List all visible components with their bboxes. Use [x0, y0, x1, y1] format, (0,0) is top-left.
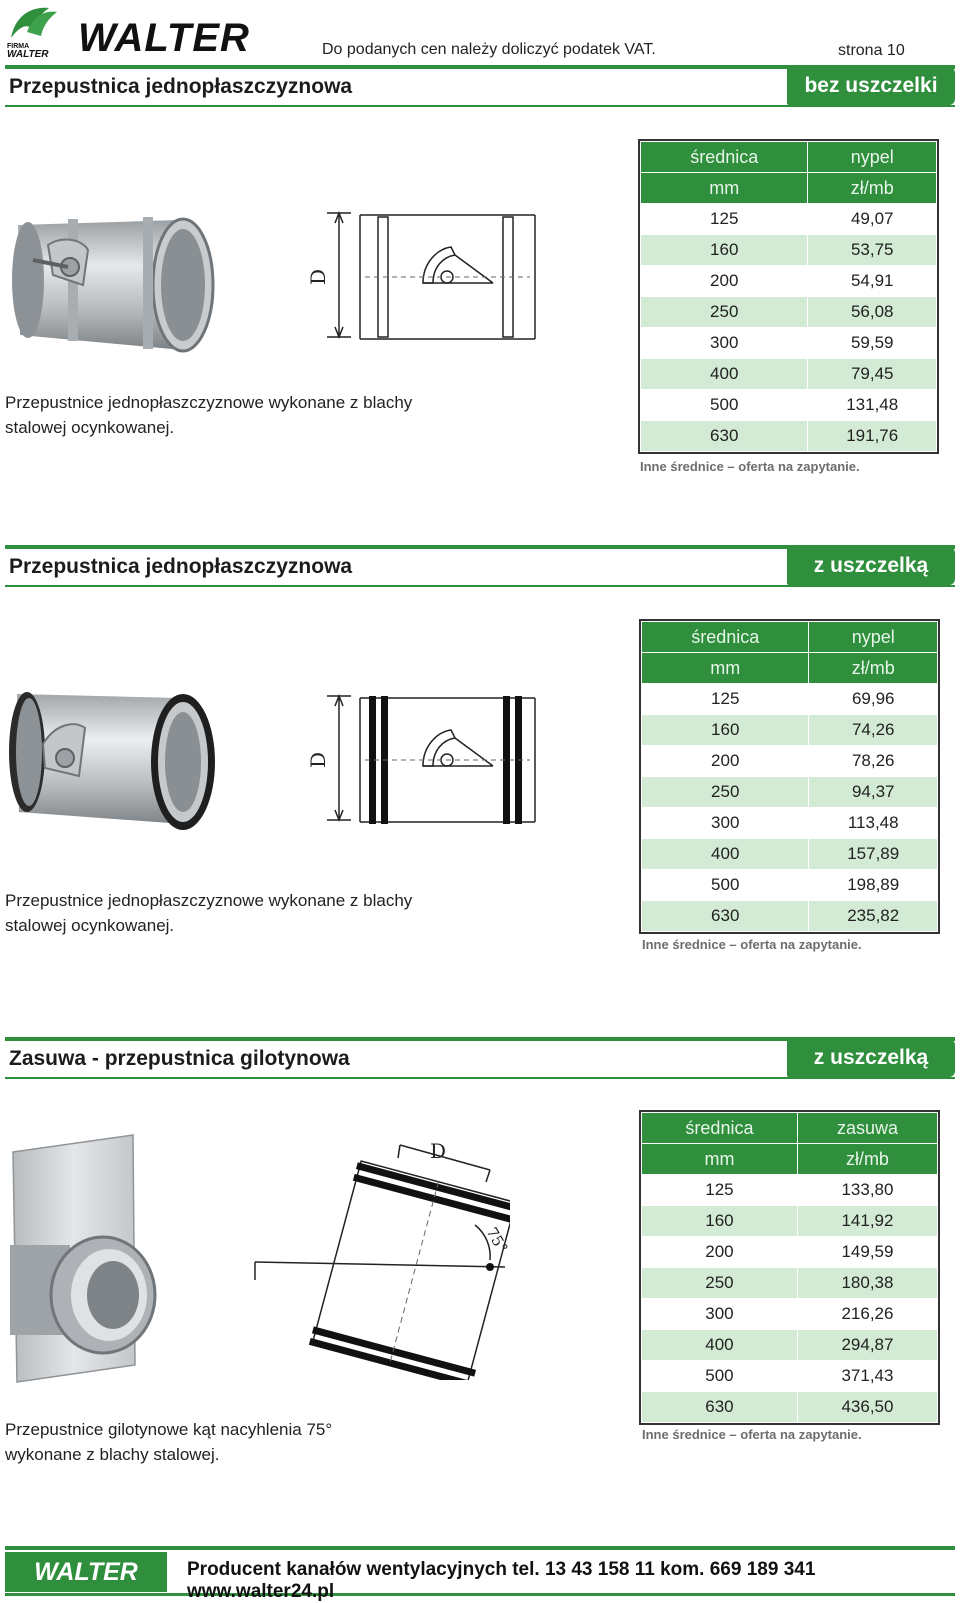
damper-photo [5, 684, 220, 839]
table-row: 125 49,07 [641, 204, 937, 235]
table-row: 200 149,59 [642, 1237, 938, 1268]
section-badge: z uszczelką [787, 1039, 955, 1077]
section-title: Przepustnica jednopłaszczyznowa [9, 75, 353, 98]
table-row: 400 79,45 [641, 359, 937, 390]
table-row: 250 56,08 [641, 297, 937, 328]
table-row: 500 198,89 [642, 870, 938, 901]
svg-text:WALTER: WALTER [7, 49, 49, 58]
table-row: 125 133,80 [642, 1175, 938, 1206]
table-row: 630 436,50 [642, 1392, 938, 1423]
table-row: 300 113,48 [642, 808, 938, 839]
table-row: 400 294,87 [642, 1330, 938, 1361]
svg-text:D: D [306, 751, 330, 768]
section-badge: z uszczelką [787, 547, 955, 585]
table-row: 300 216,26 [642, 1299, 938, 1330]
damper-photo [8, 205, 223, 360]
vat-note: Do podanych cen należy doliczyć podatek VAT. [322, 41, 656, 58]
product-description: Przepustnice jednopłaszczyznowe wykonane z blachy stalowej ocynkowanej. [5, 891, 413, 935]
svg-text:FIRMA: FIRMA [7, 43, 30, 50]
table-row: 630 235,82 [642, 901, 938, 932]
table-row: 250 180,38 [642, 1268, 938, 1299]
product-description: Przepustnice gilotynowe kąt nacyhlenia 75° wykonane z blachy stalowej. [5, 1420, 333, 1464]
damper-drawing [305, 688, 550, 838]
company-logo [5, 2, 61, 58]
inquiry-note: Inne średnice – oferta na zapytanie. [642, 1427, 862, 1442]
table-row: 500 131,48 [641, 390, 937, 421]
table-row: 200 78,26 [642, 746, 938, 777]
footer-contact: Producent kanałów wentylacyjnych tel. 13 43 158 11 kom. 669 189 341 www.walter24.pl [187, 1559, 816, 1602]
footer-brand: WALTER [5, 1552, 167, 1592]
table-row: 125 69,96 [642, 684, 938, 715]
table-row: 160 53,75 [641, 235, 937, 266]
section-header [5, 1037, 955, 1079]
guillotine-damper-photo [5, 1130, 165, 1390]
footer [5, 1546, 955, 1602]
table-row: 160 141,92 [642, 1206, 938, 1237]
section-title: Zasuwa - przepustnica gilotynowa [9, 1047, 350, 1070]
table-row: 630 191,76 [641, 421, 937, 452]
svg-text:75°: 75° [482, 1224, 510, 1257]
price-table: średnica zasuwa mm zł/mb 125 133,80 160 141,92 200 149,59 250 180,38 300 216,26 400 294,87 500 371,43 630 436,50 [641, 1112, 938, 1423]
section-badge: bez uszczelki [787, 67, 955, 105]
table-row: 250 94,37 [642, 777, 938, 808]
section-title: Przepustnica jednopłaszczyznowa [9, 555, 353, 578]
table-row: 160 74,26 [642, 715, 938, 746]
inquiry-note: Inne średnice – oferta na zapytanie. [642, 937, 862, 952]
table-row: 300 59,59 [641, 328, 937, 359]
brand-name: WALTER [78, 16, 250, 60]
section-header [5, 545, 955, 587]
svg-text:D: D [430, 1139, 447, 1163]
guillotine-damper-drawing [250, 1130, 510, 1380]
table-row: 400 157,89 [642, 839, 938, 870]
product-description: Przepustnice jednopłaszczyznowe wykonane z blachy stalowej ocynkowanej. [5, 393, 413, 437]
section-header [5, 65, 955, 107]
table-row: 500 371,43 [642, 1361, 938, 1392]
damper-drawing [305, 205, 550, 355]
svg-text:D: D [306, 268, 330, 285]
inquiry-note: Inne średnice – oferta na zapytanie. [640, 459, 860, 474]
page-number: strona 10 [838, 42, 905, 59]
price-table: średnica nypel mm zł/mb 125 69,96 160 74,26 200 78,26 250 94,37 300 113,48 400 157,89 500 198,89 630 235,82 [641, 621, 938, 932]
price-table: średnica nypel mm zł/mb 125 49,07 160 53,75 200 54,91 250 56,08 300 59,59 400 79,45 500 131,48 630 191,76 [640, 141, 937, 452]
table-row: 200 54,91 [641, 266, 937, 297]
